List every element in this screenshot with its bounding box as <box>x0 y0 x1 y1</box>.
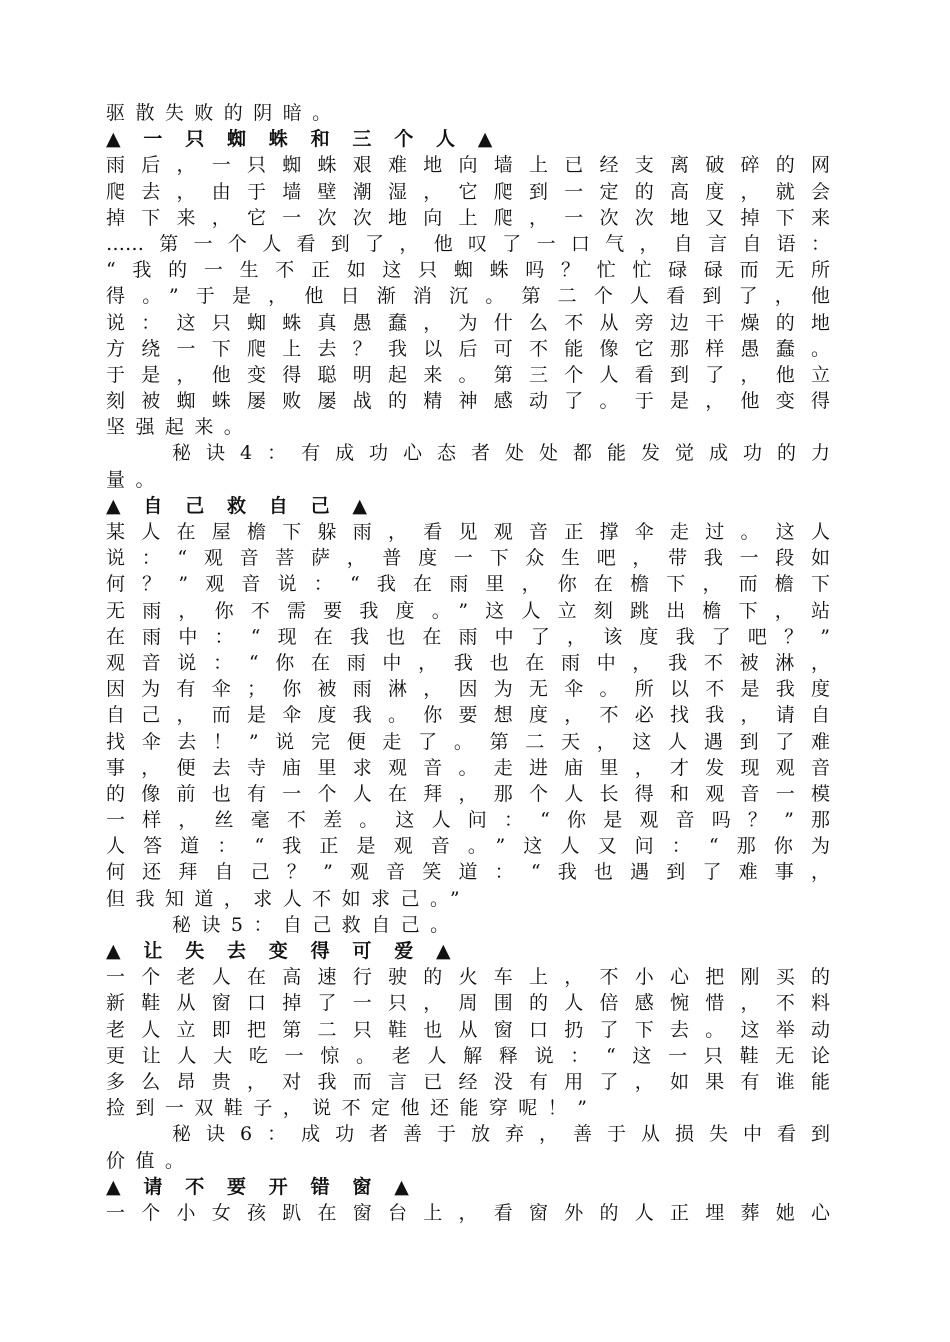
section-heading-spider: ▲一只蜘蛛和三个人▲ <box>106 128 516 151</box>
text-line: 说：这只蜘蛛真愚蠢，为什么不从旁边干燥的地 <box>106 311 830 334</box>
text-line: 爬去，由于墙壁潮湿，它爬到一定的高度，就会 <box>106 180 830 203</box>
text-line: 但我知道，求人不如求己。” <box>106 887 471 910</box>
text-line: 雨后，一只蜘蛛艰难地向墙上已经支离破碎的网 <box>106 154 830 177</box>
text-line: 何？”观音说：“我在雨里，你在檐下，而檐下 <box>106 573 830 596</box>
text-line: 得。”于是，他日渐消沉。第二个人看到了，他 <box>106 285 830 308</box>
secret-line: 秘诀6：成功者善于放弃，善于从损失中看到 <box>172 1123 830 1146</box>
section-heading-window: ▲请不要开错窗▲ <box>106 1175 432 1198</box>
text-line: 观音说：“你在雨中，我也在雨中，我不被淋， <box>106 651 830 674</box>
text-line: 一个小女孩趴在窗台上，看窗外的人正埋葬她心 <box>106 1201 830 1224</box>
text-line: 人答道：“我正是观音。”这人又问：“那你为 <box>106 835 830 858</box>
text-line: 因为有伞；你被雨淋，因为无伞。所以不是我度 <box>106 678 830 701</box>
text-line: 某人在屋檐下躲雨，看见观音正撑伞走过。这人 <box>106 521 830 543</box>
text-line: 老人立即把第二只鞋也从窗口扔了下去。这举动 <box>106 1018 830 1041</box>
text-line: 找伞去！”说完便走了。第二天，这人遇到了难 <box>106 730 830 753</box>
text-line: 量。 <box>106 468 165 491</box>
text-line: 无雨，你不需要我度。”这人立刻跳出檐下，站 <box>106 599 830 622</box>
text-line: 的像前也有一个人在拜，那个人长得和观音一模 <box>106 782 830 805</box>
text-line: 多么昂贵，对我而言已经没有用了，如果有谁能 <box>106 1070 830 1093</box>
text-line: ……第一个人看到了，他叹了一口气，自言自语： <box>106 232 830 255</box>
text-line: 更让人大吃一惊。老人解释说：“这一只鞋无论 <box>106 1044 830 1067</box>
text-line: 坚强起来。 <box>106 416 254 439</box>
text-line: 何还拜自己？”观音笑道：“我也遇到了难事， <box>106 861 830 884</box>
text-line: 掉下来，它一次次地向上爬，一次次地又掉下来 <box>106 206 830 229</box>
text-line: 刻被蜘蛛屡败屡战的精神感动了。于是，他变得 <box>106 390 830 413</box>
text-line: 说：“观音菩萨，普度一下众生吧，带我一段如 <box>106 547 830 570</box>
text-line: 驱散失败的阴暗。 <box>106 102 342 124</box>
text-line: 价值。 <box>106 1149 195 1172</box>
secret-line: 秘诀5：自己救自己。 <box>172 913 460 936</box>
text-line: “我的一生不正如这只蜘蛛吗？忙忙碌碌而无所 <box>106 259 830 282</box>
text-line: 方绕一下爬上去？我以后可不能像它那样愚蠢。 <box>106 337 830 360</box>
secret-line: 秘诀4：有成功心态者处处都能发觉成功的力 <box>172 442 830 465</box>
text-line: 自己，而是伞度我。你要想度，不必找我，请自 <box>106 704 830 727</box>
body-text <box>106 100 830 1226</box>
text-line: 一个老人在高速行驶的火车上，不小心把刚买的 <box>106 966 830 989</box>
section-heading-save-self: ▲自己救自己▲ <box>106 494 390 517</box>
text-line: 事，便去寺庙里求观音。走进庙里，才发现观音 <box>106 756 830 779</box>
text-line: 在雨中：“现在我也在雨中了，该度我了吧？” <box>106 625 830 648</box>
text-line: 于是，他变得聪明起来。第三个人看到了，他立 <box>106 363 830 386</box>
text-line: 一样，丝毫不差。这人问：“你是观音吗？”那 <box>106 809 830 832</box>
text-line: 捡到一双鞋子，说不定他还能穿呢！” <box>106 1097 598 1120</box>
section-heading-loss: ▲让失去变得可爱▲ <box>106 940 474 962</box>
text-line: 新鞋从窗口掉了一只，周围的人倍感惋惜，不料 <box>106 992 830 1015</box>
